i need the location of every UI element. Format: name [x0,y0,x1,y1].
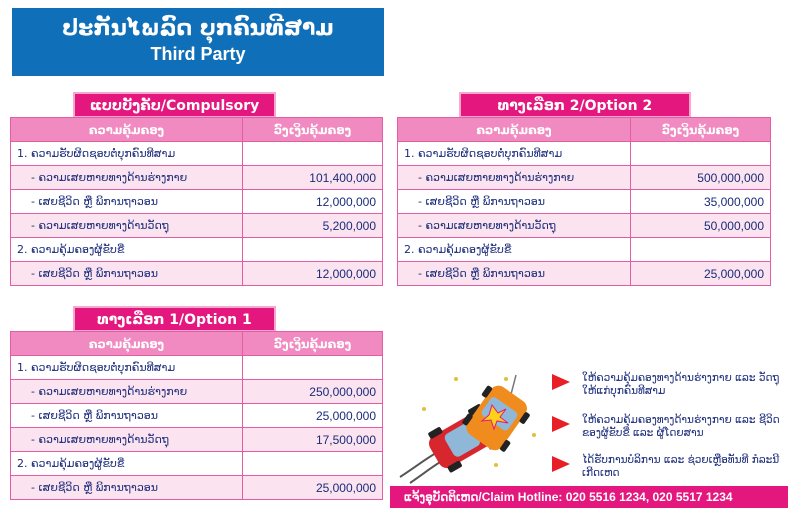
coverage-name: - ຄວາມເສຍຫາຍທາງດ້ານຮ່າງກາຍ [398,166,631,190]
benefit-text: ໃຫ້ຄວາມຄຸ້ມຄອງທາງດ້ານຮ່າງກາຍ ແລະ ຊີວິດ ຂອງຜູ້ຂັບຂີ່ ແລະ ຜູ້ໂດຍສານ [582,414,780,439]
table-row [11,190,383,214]
coverage-value: 35,000,000 [631,190,771,214]
amount-column-header: ວົງເງິນຄຸ້ມຄອງ [631,118,771,142]
coverage-name: - ເສຍຊີວິດ ຫຼື ພິການຖາວອນ [11,404,243,428]
compulsory-table [10,117,383,286]
coverage-column-header: ຄວາມຄຸ້ມຄອງ [11,118,243,142]
coverage-name: - ຄວາມເສຍຫາຍທາງດ້ານວັດຖຸ [11,428,243,452]
coverage-name: 1. ຄວາມຮັບຜິດຊອບຕໍ່ບຸກຄົນທີສາມ [11,356,243,380]
table-row [398,214,771,238]
table-row [11,262,383,286]
coverage-column-header: ຄວາມຄຸ້ມຄອງ [398,118,631,142]
coverage-value: 50,000,000 [631,214,771,238]
option1-table [10,331,383,500]
red-arrow-icon [552,416,570,432]
table-row [11,356,383,380]
coverage-name: - ຄວາມເສຍຫາຍທາງດ້ານຮ່າງກາຍ [11,166,243,190]
coverage-value: 25,000,000 [631,262,771,286]
table-row [11,142,383,166]
table-row [398,190,771,214]
page-title-lao: ປະກັນໄພລົດ ບຸກຄົນທີສາມ [62,16,334,41]
option2-tag: ທາງເລືອກ 2/Option 2 [459,92,691,118]
page-title-en: Third Party [150,44,246,64]
compulsory-tag: ແບບບັງຄັບ/Compulsory [73,92,276,118]
table-row [11,428,383,452]
table-row [11,214,383,238]
table-row [398,238,771,262]
table-row [398,262,771,286]
benefit-item [552,454,782,480]
option2-table [397,117,771,286]
table-header-row [398,118,771,142]
benefit-text: ໃຫ້ຄວາມຄຸ້ມຄອງທາງດ້ານຮ່າງກາຍ ແລະ ວັດຖຸ ໃຫ້ແກ່ບຸກຄົນທີສາມ [582,372,780,397]
amount-column-header: ວົງເງິນຄຸ້ມຄອງ [243,332,383,356]
benefit-item [552,414,782,440]
coverage-name: - ເສຍຊີວິດ ຫຼື ພິການຖາວອນ [11,190,243,214]
coverage-value [243,452,383,476]
coverage-value: 25,000,000 [243,476,383,500]
red-arrow-icon [552,456,570,472]
option1-tag: ທາງເລືອກ 1/Option 1 [73,306,276,332]
coverage-value: 5,200,000 [243,214,383,238]
coverage-value: 500,000,000 [631,166,771,190]
coverage-value [631,238,771,262]
coverage-name: - ເສຍຊີວິດ ຫຼື ພິການຖາວອນ [11,262,243,286]
table-row [11,404,383,428]
header-banner [12,8,384,76]
table-row [398,142,771,166]
table-header-row [11,332,383,356]
coverage-column-header: ຄວາມຄຸ້ມຄອງ [11,332,243,356]
coverage-name: 1. ຄວາມຮັບຜິດຊອບຕໍ່ບຸກຄົນທີສາມ [11,142,243,166]
red-arrow-icon [552,374,570,390]
coverage-name: 1. ຄວາມຮັບຜິດຊອບຕໍ່ບຸກຄົນທີສາມ [398,142,631,166]
coverage-name: - ເສຍຊີວິດ ຫຼື ພິການຖາວອນ [398,262,631,286]
table-row [11,476,383,500]
benefit-item [552,372,782,398]
amount-column-header: ວົງເງິນຄຸ້ມຄອງ [243,118,383,142]
coverage-value: 25,000,000 [243,404,383,428]
coverage-name: 2. ຄວາມຄຸ້ມຄອງຜູ້ຂັບຂີ່ [11,238,243,262]
coverage-name: 2. ຄວາມຄຸ້ມຄອງຜູ້ຂັບຂີ່ [398,238,631,262]
coverage-value: 250,000,000 [243,380,383,404]
coverage-value [243,356,383,380]
coverage-name: - ຄວາມເສຍຫາຍທາງດ້ານຮ່າງກາຍ [11,380,243,404]
coverage-value: 101,400,000 [243,166,383,190]
coverage-value: 12,000,000 [243,190,383,214]
table-row [398,166,771,190]
coverage-name: - ຄວາມເສຍຫາຍທາງດ້ານວັດຖຸ [11,214,243,238]
coverage-name: - ຄວາມເສຍຫາຍທາງດ້ານວັດຖຸ [398,214,631,238]
car-crash-illustration [396,365,546,485]
coverage-value: 17,500,000 [243,428,383,452]
table-row [11,166,383,190]
table-row [11,380,383,404]
coverage-value [243,142,383,166]
benefit-text: ໄດ້ຮັບການບໍລິການ ແລະ ຊ່ວຍເຫຼືອທັນທີ ກໍລະນີເກີດເຫດ [582,454,780,479]
table-header-row [11,118,383,142]
coverage-value [631,142,771,166]
table-row [11,452,383,476]
coverage-name: - ເສຍຊີວິດ ຫຼື ພິການຖາວອນ [11,476,243,500]
claim-hotline-bar: ແຈ້ງອຸບັດຕິເຫດ/Claim Hotline: 020 5516 1234, 020 5517 1234 [390,486,788,508]
coverage-value: 12,000,000 [243,262,383,286]
coverage-name: 2. ຄວາມຄຸ້ມຄອງຜູ້ຂັບຂີ່ [11,452,243,476]
coverage-value [243,238,383,262]
coverage-name: - ເສຍຊີວິດ ຫຼື ພິການຖາວອນ [398,190,631,214]
table-row [11,238,383,262]
